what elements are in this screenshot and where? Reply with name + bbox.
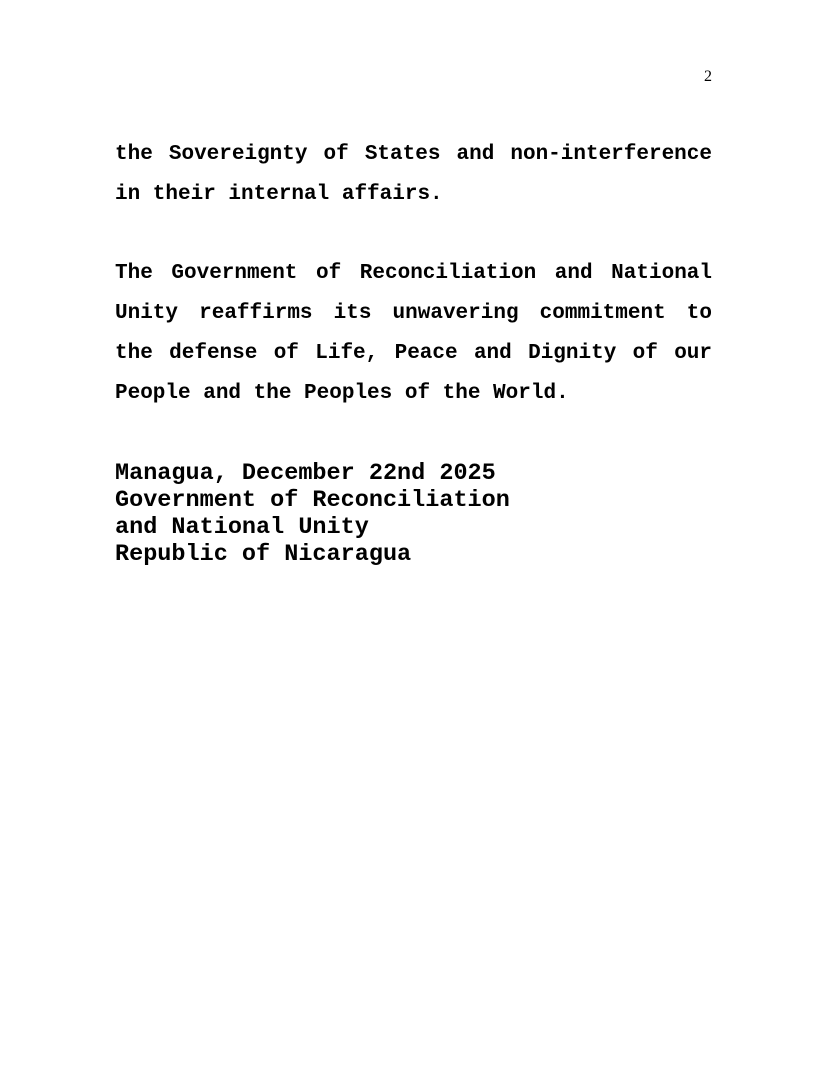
- text-line: Unity reaffirms its unwavering commitment to: [115, 302, 712, 325]
- text-line: the defense of Life, Peace and Dignity of our: [115, 342, 712, 365]
- text-line: the Sovereignty of States and non-interference: [115, 143, 712, 166]
- text-line: The Government of Reconciliation and National: [115, 262, 712, 285]
- text-line: People and the Peoples of the World.: [115, 382, 569, 405]
- page-number: 2: [704, 68, 712, 85]
- signature-place-date: Managua, December 22nd 2025: [115, 460, 496, 487]
- signature-country: Republic of Nicaragua: [115, 541, 412, 568]
- signature-line: and National Unity: [115, 514, 369, 541]
- signature-block: [115, 460, 510, 568]
- text-line: in their internal affairs.: [115, 183, 443, 206]
- signature-line: Government of Reconciliation: [115, 487, 510, 514]
- paragraph-commitment: [115, 254, 712, 414]
- paragraph-sovereignty: [115, 135, 712, 215]
